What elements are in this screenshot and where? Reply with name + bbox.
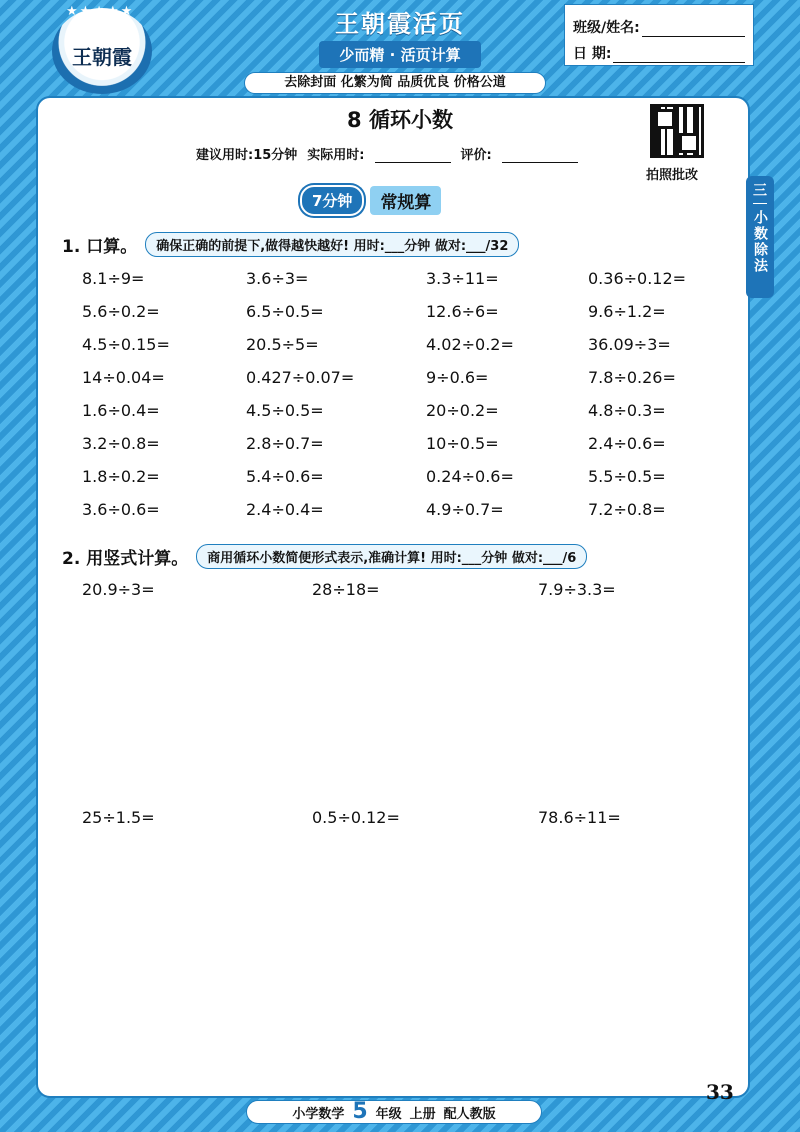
- date-field[interactable]: [613, 49, 745, 63]
- q2-header: [62, 544, 587, 569]
- footer-grade-number: 5: [352, 1099, 368, 1124]
- qr-code-icon[interactable]: [650, 104, 704, 158]
- class-name-label: 班级/姓名:: [573, 20, 640, 36]
- problem-item: 0.24÷0.6=: [426, 467, 514, 486]
- problem-item: 12.6÷6=: [426, 302, 499, 321]
- problem-item: 3.6÷0.6=: [82, 500, 160, 519]
- problem-item: 4.8÷0.3=: [588, 401, 666, 420]
- q1-title: 1. 口算。: [62, 237, 138, 257]
- problem-item: 20.9÷3=: [82, 580, 155, 599]
- brand-title: 王朝霞活页: [335, 9, 465, 38]
- problem-item: 2.4÷0.6=: [588, 434, 666, 453]
- problem-item: 14÷0.04=: [82, 368, 165, 387]
- problem-item: 8.1÷9=: [82, 269, 145, 288]
- problem-item: 4.5÷0.5=: [246, 401, 324, 420]
- q2-title: 2. 用竖式计算。: [62, 549, 189, 569]
- slogan-bar: 去除封面 化繁为简 品质优良 价格公道: [244, 72, 546, 94]
- footer-grade: 年级: [375, 1106, 402, 1122]
- actual-time-field[interactable]: [375, 151, 451, 163]
- q2-row-2: [82, 808, 682, 827]
- q2-row-1: [82, 580, 682, 599]
- student-info-box: [564, 4, 754, 66]
- actual-time-label: 实际用时:: [307, 148, 365, 163]
- q1-header: [62, 232, 519, 257]
- problem-item: 20÷0.2=: [426, 401, 499, 420]
- problem-item: 3.3÷11=: [426, 269, 499, 288]
- problem-item: 5.4÷0.6=: [246, 467, 324, 486]
- evaluation-label: 评价:: [460, 148, 492, 163]
- problem-item: 0.36÷0.12=: [588, 269, 687, 288]
- problem-item: 6.5÷0.5=: [246, 302, 324, 321]
- footer-bar: [246, 1100, 542, 1124]
- brand-logo: [52, 4, 152, 94]
- problem-item: 7.2÷0.8=: [588, 500, 666, 519]
- logo-name: 王朝霞: [72, 44, 132, 69]
- problem-item: 3.2÷0.8=: [82, 434, 160, 453]
- problem-item: 4.5÷0.15=: [82, 335, 170, 354]
- problem-item: 0.427÷0.07=: [246, 368, 355, 387]
- evaluation-field[interactable]: [502, 151, 578, 163]
- problem-item: 3.6÷3=: [246, 269, 309, 288]
- problem-item: 10÷0.5=: [426, 434, 499, 453]
- qr-label: 拍照批改: [646, 168, 699, 183]
- problem-item: 9÷0.6=: [426, 368, 489, 387]
- problem-item: 4.02÷0.2=: [426, 335, 514, 354]
- problem-item: 9.6÷1.2=: [588, 302, 666, 321]
- lesson-title: 8 循环小数: [347, 108, 453, 132]
- footer-volume: 上册: [409, 1106, 436, 1122]
- q1-problem-grid: [82, 268, 722, 520]
- brand-subtitle: 少而精 · 活页计算: [319, 41, 480, 68]
- stars-icon: ★★★★★: [66, 4, 135, 19]
- problem-item: 25÷1.5=: [82, 808, 155, 827]
- chapter-number: 三: [753, 180, 767, 204]
- problem-item: 20.5÷5=: [246, 335, 319, 354]
- problem-item: 4.9÷0.7=: [426, 500, 504, 519]
- section-badge: [300, 186, 441, 214]
- suggested-time: 建议用时:15分钟: [196, 148, 298, 163]
- problem-item: 5.6÷0.2=: [82, 302, 160, 321]
- q1-hint: 确保正确的前提下,做得越快越好! 用时:___分钟 做对:___/32: [145, 232, 519, 257]
- problem-item: 1.6÷0.4=: [82, 401, 160, 420]
- problem-item: 78.6÷11=: [538, 808, 621, 827]
- problem-item: 36.09÷3=: [588, 335, 671, 354]
- problem-item: 5.5÷0.5=: [588, 467, 666, 486]
- problem-item: 0.5÷0.12=: [312, 808, 400, 827]
- footer-edition: 配人教版: [443, 1106, 496, 1122]
- class-name-field[interactable]: [642, 23, 745, 37]
- side-chapter-tab: [746, 176, 774, 298]
- problem-item: 7.9÷3.3=: [538, 580, 616, 599]
- problem-item: 1.8÷0.2=: [82, 467, 160, 486]
- problem-item: 7.8÷0.26=: [588, 368, 676, 387]
- date-label: 日 期:: [573, 46, 612, 62]
- problem-item: 28÷18=: [312, 580, 380, 599]
- q2-hint: 商用循环小数简便形式表示,准确计算! 用时:___分钟 做对:___/6: [196, 544, 587, 569]
- time-meta: [196, 144, 578, 163]
- problem-item: 2.8÷0.7=: [246, 434, 324, 453]
- section-label: 常规算: [370, 186, 441, 215]
- page-number: 33: [706, 1080, 734, 1104]
- footer-subject: 小学数学: [292, 1106, 345, 1122]
- problem-item: 2.4÷0.4=: [246, 500, 324, 519]
- section-time: 7分钟: [300, 185, 364, 216]
- brand-header: [280, 4, 520, 68]
- chapter-title: 小数除法: [752, 210, 768, 274]
